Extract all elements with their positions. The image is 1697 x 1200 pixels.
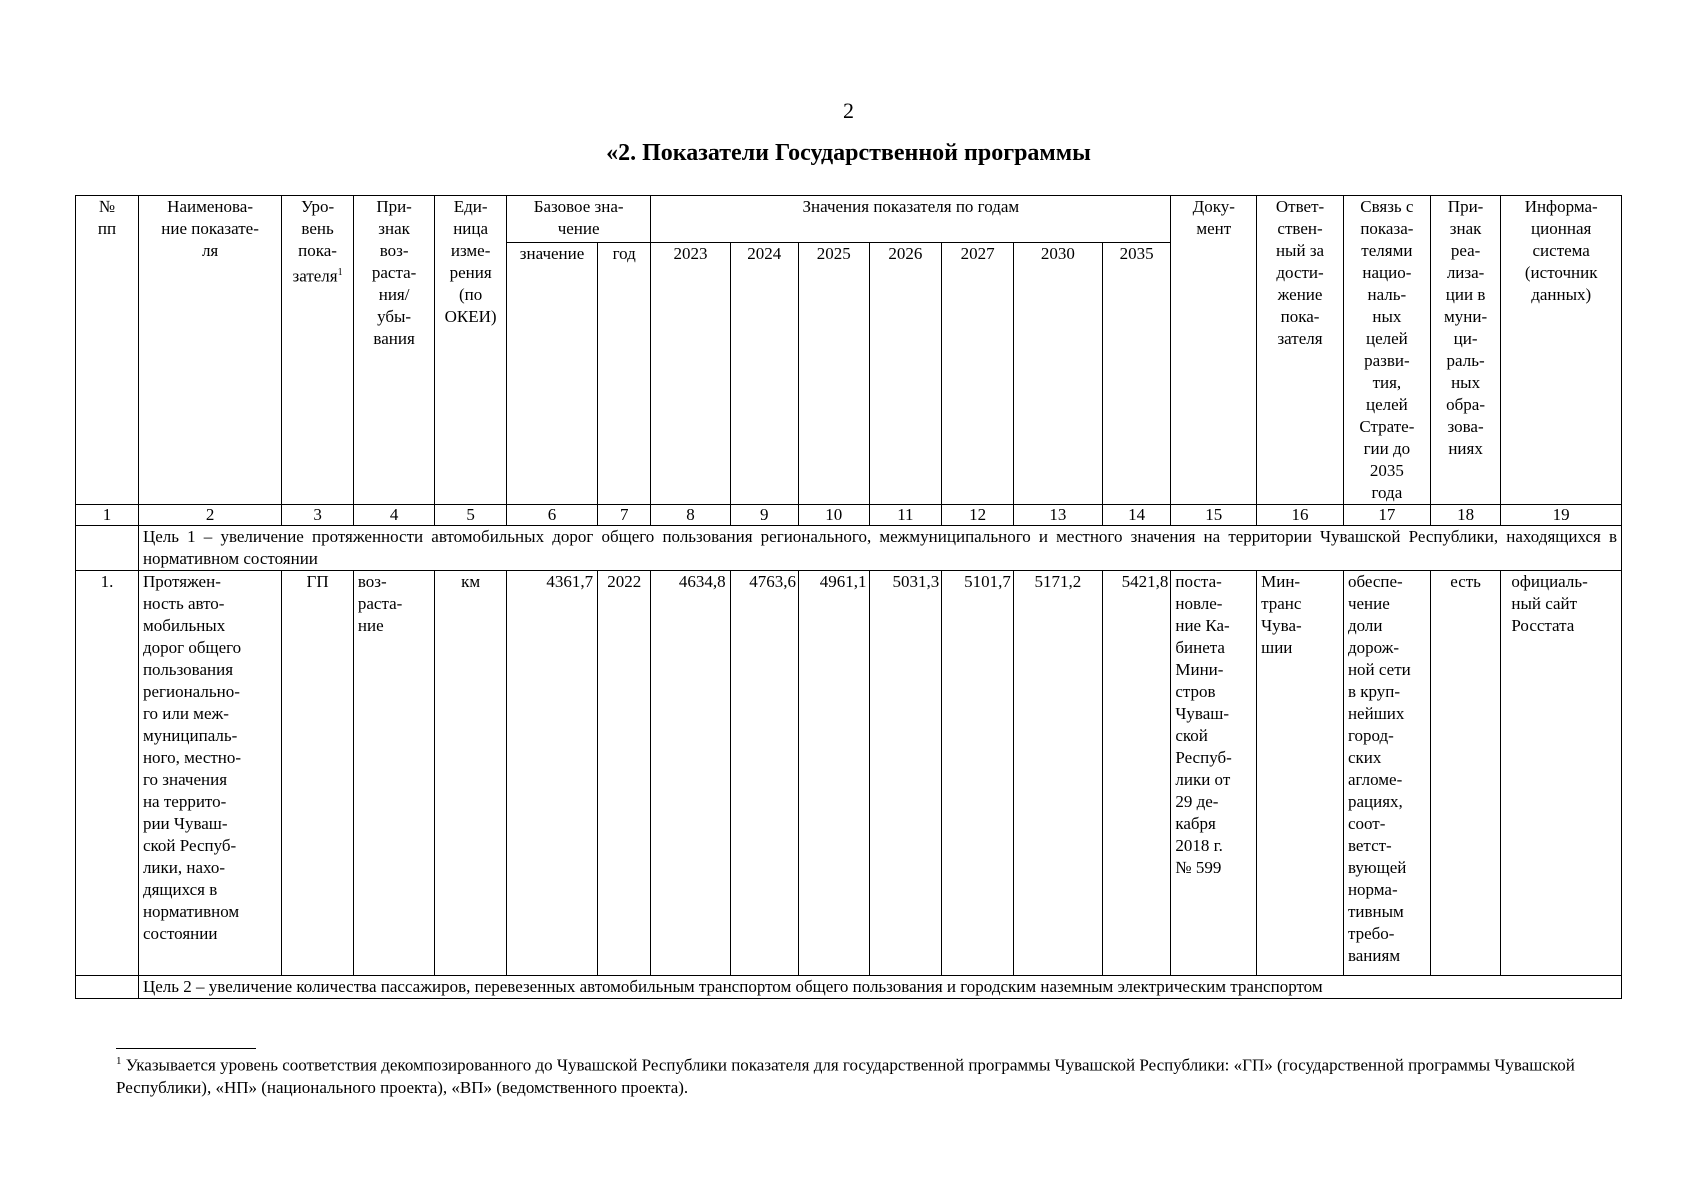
value-2035: 5421,8: [1102, 571, 1170, 976]
column-number: 2: [138, 505, 281, 526]
column-number: 3: [282, 505, 354, 526]
column-number: 10: [798, 505, 869, 526]
header-info-system: Информа- ционная система (источник данных): [1501, 196, 1622, 505]
footnote-text: Указывается уровень соответствия декомпозированного до Чувашской Республики показателя для государственной программы Чувашской Республики: «ГП» (государственной программы Чувашской Республики), «НП» (национального проекта), «ВП» (ведомственного проекта).: [116, 1055, 1575, 1097]
column-number: 4: [353, 505, 434, 526]
header-year-2035: 2035: [1102, 243, 1170, 505]
national-goals-link: обеспе- чение доли дорож- ной сети в круп- нейших город- ских агломе- рациях, соот- ветст- вующей норма- тивным требо- ваниям: [1343, 571, 1430, 976]
header-municipal-sign: При- знак реа- лиза- ции в муни- ци- pаль- ных обра- зова- ниях: [1430, 196, 1501, 505]
footnote-separator: [116, 1048, 256, 1049]
growth-sign: воз- раста- ние: [353, 571, 434, 976]
goal-2-text: Цель 2 – увеличение количества пассажиров, перевезенных автомобильным транспортом общего пользования и городским наземным электрическим транспортом: [138, 976, 1621, 999]
table-row: [76, 571, 1622, 976]
footnote: [116, 1050, 1616, 1099]
header-indicator-name: Наименова- ние показате- ля: [138, 196, 281, 505]
column-number: 8: [651, 505, 730, 526]
column-number: 15: [1171, 505, 1257, 526]
goal-1-row: [76, 526, 1622, 571]
page-number: 2: [843, 98, 854, 123]
column-number: 7: [598, 505, 651, 526]
goal-1-empty-cell: [76, 526, 139, 571]
header-base-value: значение: [506, 243, 597, 505]
column-number: 9: [730, 505, 798, 526]
column-number: 16: [1257, 505, 1344, 526]
header-level-footnote-mark: 1: [337, 267, 343, 278]
responsible: Мин- транс Чува- шии: [1257, 571, 1344, 976]
row-number: 1.: [76, 571, 139, 976]
document: поста- новле- ние Ка- бинета Мини- стров Чуваш- ской Респуб- лики от 29 де- кабря 2018 г. № 599: [1171, 571, 1257, 976]
column-number: 11: [869, 505, 942, 526]
goal-2-row: [76, 976, 1622, 999]
info-source: официаль- ный сайт Росстата: [1501, 571, 1622, 976]
column-number: 17: [1343, 505, 1430, 526]
header-responsible: Ответ- ствен- ный за дости- жение пока- зателя: [1257, 196, 1344, 505]
value-2025: 4961,1: [798, 571, 869, 976]
header-years-group: Значения показателя по годам: [651, 196, 1171, 243]
column-number: 12: [942, 505, 1014, 526]
column-number: 13: [1013, 505, 1102, 526]
value-2023: 4634,8: [651, 571, 730, 976]
header-year-2027: 2027: [942, 243, 1014, 505]
header-year-2030: 2030: [1013, 243, 1102, 505]
header-base-group: Базовое зна- чение: [506, 196, 650, 243]
value-2024: 4763,6: [730, 571, 798, 976]
indicators-table: [75, 195, 1622, 999]
goal-2-empty-cell: [76, 976, 139, 999]
header-level-text: Уро- вень пока- зателя: [292, 197, 338, 286]
goal-1-text: Цель 1 – увеличение протяженности автомобильных дорог общего пользования регионального, межмуниципального и местного значения на территории Чувашской Республики, находящихся в нормативном состоянии: [138, 526, 1621, 571]
header-national-goals-link: Связь с показа- телями нацио- наль- ных целей разви- тия, целей Страте- гии до 2035 года: [1343, 196, 1430, 505]
value-2026: 5031,3: [869, 571, 942, 976]
indicator-level: ГП: [282, 571, 354, 976]
column-number: 6: [506, 505, 597, 526]
column-numbers-row: [76, 505, 1622, 526]
indicator-name: Протяжен- ность авто- мобильных дорог общего пользования регионально- го или меж- муниципаль- ного, местно- го значения на террито- рии Чуваш- ской Респуб- лики, нахо- дящихся в нормативном состоянии: [138, 571, 281, 976]
header-level: [282, 196, 354, 505]
column-number: 18: [1430, 505, 1501, 526]
value-2030: 5171,2: [1013, 571, 1102, 976]
page-title: «2. Показатели Государственной программы: [606, 140, 1091, 166]
header-document: Доку- мент: [1171, 196, 1257, 505]
header-year-2026: 2026: [869, 243, 942, 505]
column-number: 14: [1102, 505, 1170, 526]
column-number: 5: [435, 505, 507, 526]
base-value: 4361,7: [506, 571, 597, 976]
header-row-1: [76, 196, 1622, 243]
header-base-year: год: [598, 243, 651, 505]
municipal-sign: есть: [1430, 571, 1501, 976]
header-year-2025: 2025: [798, 243, 869, 505]
header-number: № пп: [76, 196, 139, 505]
header-unit: Еди- ница изме- рения (по ОКЕИ): [435, 196, 507, 505]
base-year: 2022: [598, 571, 651, 976]
column-number: 1: [76, 505, 139, 526]
footnote-mark: 1: [116, 1055, 122, 1067]
unit: км: [435, 571, 507, 976]
header-year-2024: 2024: [730, 243, 798, 505]
header-year-2023: 2023: [651, 243, 730, 505]
value-2027: 5101,7: [942, 571, 1014, 976]
column-number: 19: [1501, 505, 1622, 526]
header-growth-sign: При- знак воз- раста- ния/ убы- вания: [353, 196, 434, 505]
